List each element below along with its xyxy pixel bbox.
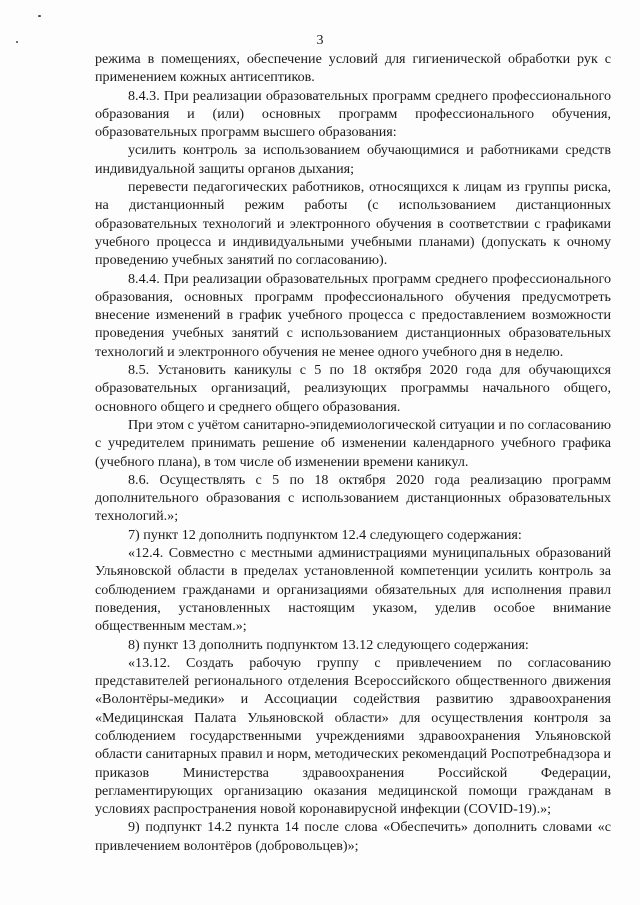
paragraph: «13.12. Создать рабочую группу с привлечением по согласованию представителей регионального отделения Всероссийского общественного движения «Волонтёры-медики» и Ассоциации содействия развитию здравоохранения «Медицинская Палата Ульяновской области» для осуществления контроля за соблюдением государственными учреждениями здравоохранения Ульяновской области санитарных правил и норм, методических рекомендаций Роспотребнадзора и приказов Министерства здравоохранения Российской Федерации, регламентирующих организацию оказания медицинской помощи гражданам в условиях распространения новой коронавирусной инфекции (COVID-19).»; xyxy=(95,654,611,818)
page-number: 3 xyxy=(316,33,324,48)
paragraph: 8.4.4. При реализации образовательных программ среднего профессионального образования, основных программ профессионального обучения предусмотреть внесение изменений в график учебного процесса с предоставлением возможности проведения учебных занятий с использованием дистанционных образовательных технологий и электронного обучения не менее одного учебного дня в неделю. xyxy=(95,270,611,360)
paragraph: режима в помещениях, обеспечение условий для гигиенической обработки рук с применением кожных антисептиков. xyxy=(95,51,611,86)
paragraph: 8.6. Осуществлять с 5 по 18 октября 2020 года реализацию программ дополнительного образования с использованием дистанционных образовательных технологий.»; xyxy=(95,471,611,525)
paragraph: 8) пункт 13 дополнить подпунктом 13.12 следующего содержания: xyxy=(128,636,529,653)
paragraph: перевести педагогических работников, относящихся к лицам из группы риска, на дистанционный режим работы (с использованием дистанционных образовательных технологий и электронного обучения в соответствии с графиками учебного процесса и индивидуальными учебными планами) (допускать к очному проведению учебных занятий по согласованию). xyxy=(95,179,611,269)
document-body xyxy=(95,50,611,855)
paragraph: 7) пункт 12 дополнить подпунктом 12.4 следующего содержания: xyxy=(128,526,522,543)
paragraph: усилить контроль за использованием обучающимися и работниками средств индивидуальной защиты органов дыхания; xyxy=(95,142,611,177)
paragraph: При этом с учётом санитарно-эпидемиологической ситуации и по согласованию с учредителем принимать решение об изменении календарного учебного графика (учебного плана), в том числе об изменении времени каникул. xyxy=(95,416,611,470)
paragraph: 8.5. Установить каникулы с 5 по 18 октября 2020 года для обучающихся образовательных организаций, реализующих программы начального общего, основного общего и среднего общего образования. xyxy=(95,362,611,415)
paragraph: 8.4.3. При реализации образовательных программ среднего профессионального образования и (или) основных программ профессионального обучения, образовательных программ высшего образования: xyxy=(95,87,611,141)
paragraph: «12.4. Совместно с местными администрациями муниципальных образований Ульяновской области в пределах установленной компетенции усилить контроль за соблюдением гражданами и организациями обязательных для исполнения правил поведения, установленных настоящим указом, уделив особое внимание общественным местам.»; xyxy=(95,545,611,635)
scan-speck xyxy=(38,15,41,17)
paragraph: 9) подпункт 14.2 пункта 14 после слова «Обеспечить» дополнить словами «с привлечением волонтёров (добровольцев)»; xyxy=(95,819,611,854)
